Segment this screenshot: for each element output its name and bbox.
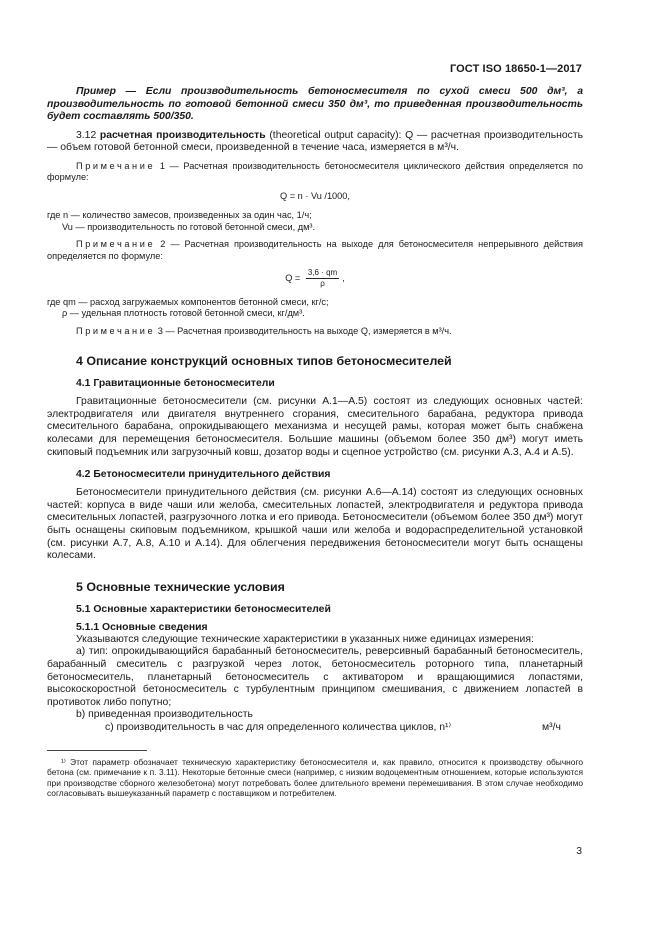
list-item-c-text: с) производительность в час для определенного количества циклов, n¹⁾	[105, 721, 452, 733]
fraction-denominator: ρ	[320, 279, 325, 288]
note-label: Примечание	[76, 160, 156, 171]
formula-fraction	[306, 268, 339, 289]
section-5-1-1-intro: Указываются следующие технические характеристики в указанных ниже единицах измерения:	[76, 633, 534, 645]
note-2	[47, 239, 583, 262]
section-4-2-heading: 4.2 Бетоносмесители принудительного действия	[76, 469, 331, 481]
where-line: где n — количество замесов, произведенных за один час, 1/ч;	[47, 210, 312, 221]
section-4-1-text: Гравитационные бетоносмесители (см. рисунки А.1—А.5) состоят из следующих основных частей: электродвигателя или двигателя внутреннего сгорания, смесительного барабана, редуктора привода смесительного барабана, опрокидывающего механизма и несущей рамы, которая может быть снабжена колесами для перемещения бетоносмесителя. Большие машины (объемом более 350 дм³) могут иметь скиповый подъемник или загрузочный ковш, дозатор воды и сцепное устройство (см. рисунки А.3, А.4 и А.5).	[47, 396, 583, 458]
formula-1: Q = n · Vu /1000,	[280, 190, 350, 201]
fraction-numerator: 3,6 · qm	[307, 268, 338, 277]
formula-left: Q =	[285, 272, 301, 283]
note-text: 3 — Расчетная производительность на выходе Q, измеряется в м³/ч.	[155, 325, 452, 336]
definition-3-12	[47, 130, 583, 155]
where-line: где qm — расход загружаемых компонентов бетонной смеси, кг/с;	[47, 297, 329, 307]
section-4-2-text: Бетоносмесители принудительного действия (см. рисунки А.6—А.14) состоят из следующих основных частей: корпуса в виде чаши или желоба, смесительных лопастей, электродвигателя и редуктора привода смесительных лопастей, разгрузочного лотка и его привода. Бетоносмесители (объемом более 350 дм³) могут быть оснащены скиповым подъемником, крышкой чаши или желоба и водораспределительной установкой (см. рисунки А.7, А.8, А.10 и А.14). Для облегчения передвижения бетоносмесители могут быть оснащены колесами.	[47, 487, 583, 562]
where-line: Vu — производительность по готовой бетонной смеси, дм³.	[62, 221, 316, 232]
page-content	[47, 86, 583, 799]
formula-1-where	[47, 210, 583, 233]
list-item-b: b) приведенная производительность	[76, 709, 253, 721]
definition-body: (theoretical output capacity): Q — расчетная производительность — объем готовой бетонной смеси, произведенной в течение часа, измеряется в м³/ч.	[47, 129, 583, 154]
section-5-1-heading: 5.1 Основные характеристики бетоносмесителей	[76, 603, 331, 615]
note-3	[47, 326, 583, 337]
definition-term: расчетная производительность	[99, 129, 266, 141]
formula-right: ,	[342, 272, 345, 283]
definition-number: 3.12	[76, 129, 97, 141]
document-header: ГОСТ ISO 18650-1—2017	[449, 63, 582, 75]
section-4-1-heading: 4.1 Гравитационные бетоносмесители	[76, 378, 275, 390]
note-text: 1 — Расчетная производительность бетоносмесителя циклического действия определяется по формуле:	[47, 160, 583, 183]
formula-2-where	[47, 297, 583, 320]
list-item-c	[47, 722, 583, 735]
note-text: 2 — Расчетная производительность на выходе для бетоносмесителя непрерывного действия определяется по формуле:	[47, 239, 583, 261]
list-item-a: а) тип: опрокидывающийся барабанный бетоносмеситель, реверсивный барабанный бетоносмеситель, барабанный смеситель с разгрузкой через лоток, бетоносмеситель роторного типа, планетарный бетоносмеситель, планетарный бетоносмеситель с активатором и вращающимися лопастями, высокоскоростной бетоносмеситель с турбулентным принципом смешивания, с движением лопастей в противоток либо попутно;	[47, 646, 583, 708]
footnote-divider	[47, 750, 147, 751]
note-1	[47, 161, 583, 184]
list-item-c-unit: м³/ч	[542, 721, 561, 733]
where-line: ρ — удельная плотность готовой бетонной смеси, кг/дм³.	[62, 308, 305, 319]
section-5-1-1-heading: 5.1.1 Основные сведения	[76, 621, 208, 633]
section-4-heading: 4 Описание конструкций основных типов бетоносмесителей	[76, 354, 452, 369]
formula-2	[47, 268, 583, 289]
note-label: Примечание	[76, 239, 156, 250]
page-number: 3	[576, 846, 582, 857]
footnote-1: ¹⁾ Этот параметр обозначает техническую характеристику бетоносмесителя и, как правило, относится к производству обычного бетона (см. примечание к п. 3.11). Некоторые бетонные смеси (например, с низким водоцементным отношением, которые используются при производстве сборного железобетона) могут потребовать более длительного времени перемешивания. В этом случае необходимо согласовывать вышеуказанный параметр с поставщиком и потребителем.	[47, 756, 583, 799]
section-5-heading: 5 Основные технические условия	[76, 579, 285, 594]
note-label: Примечание	[76, 325, 156, 336]
example-paragraph: Пример — Если производительность бетоносмесителя по сухой смеси 500 дм³, а производительность по готовой бетонной смеси 350 дм³, то приведенная производительность будет составлять 500/350.	[47, 86, 583, 123]
